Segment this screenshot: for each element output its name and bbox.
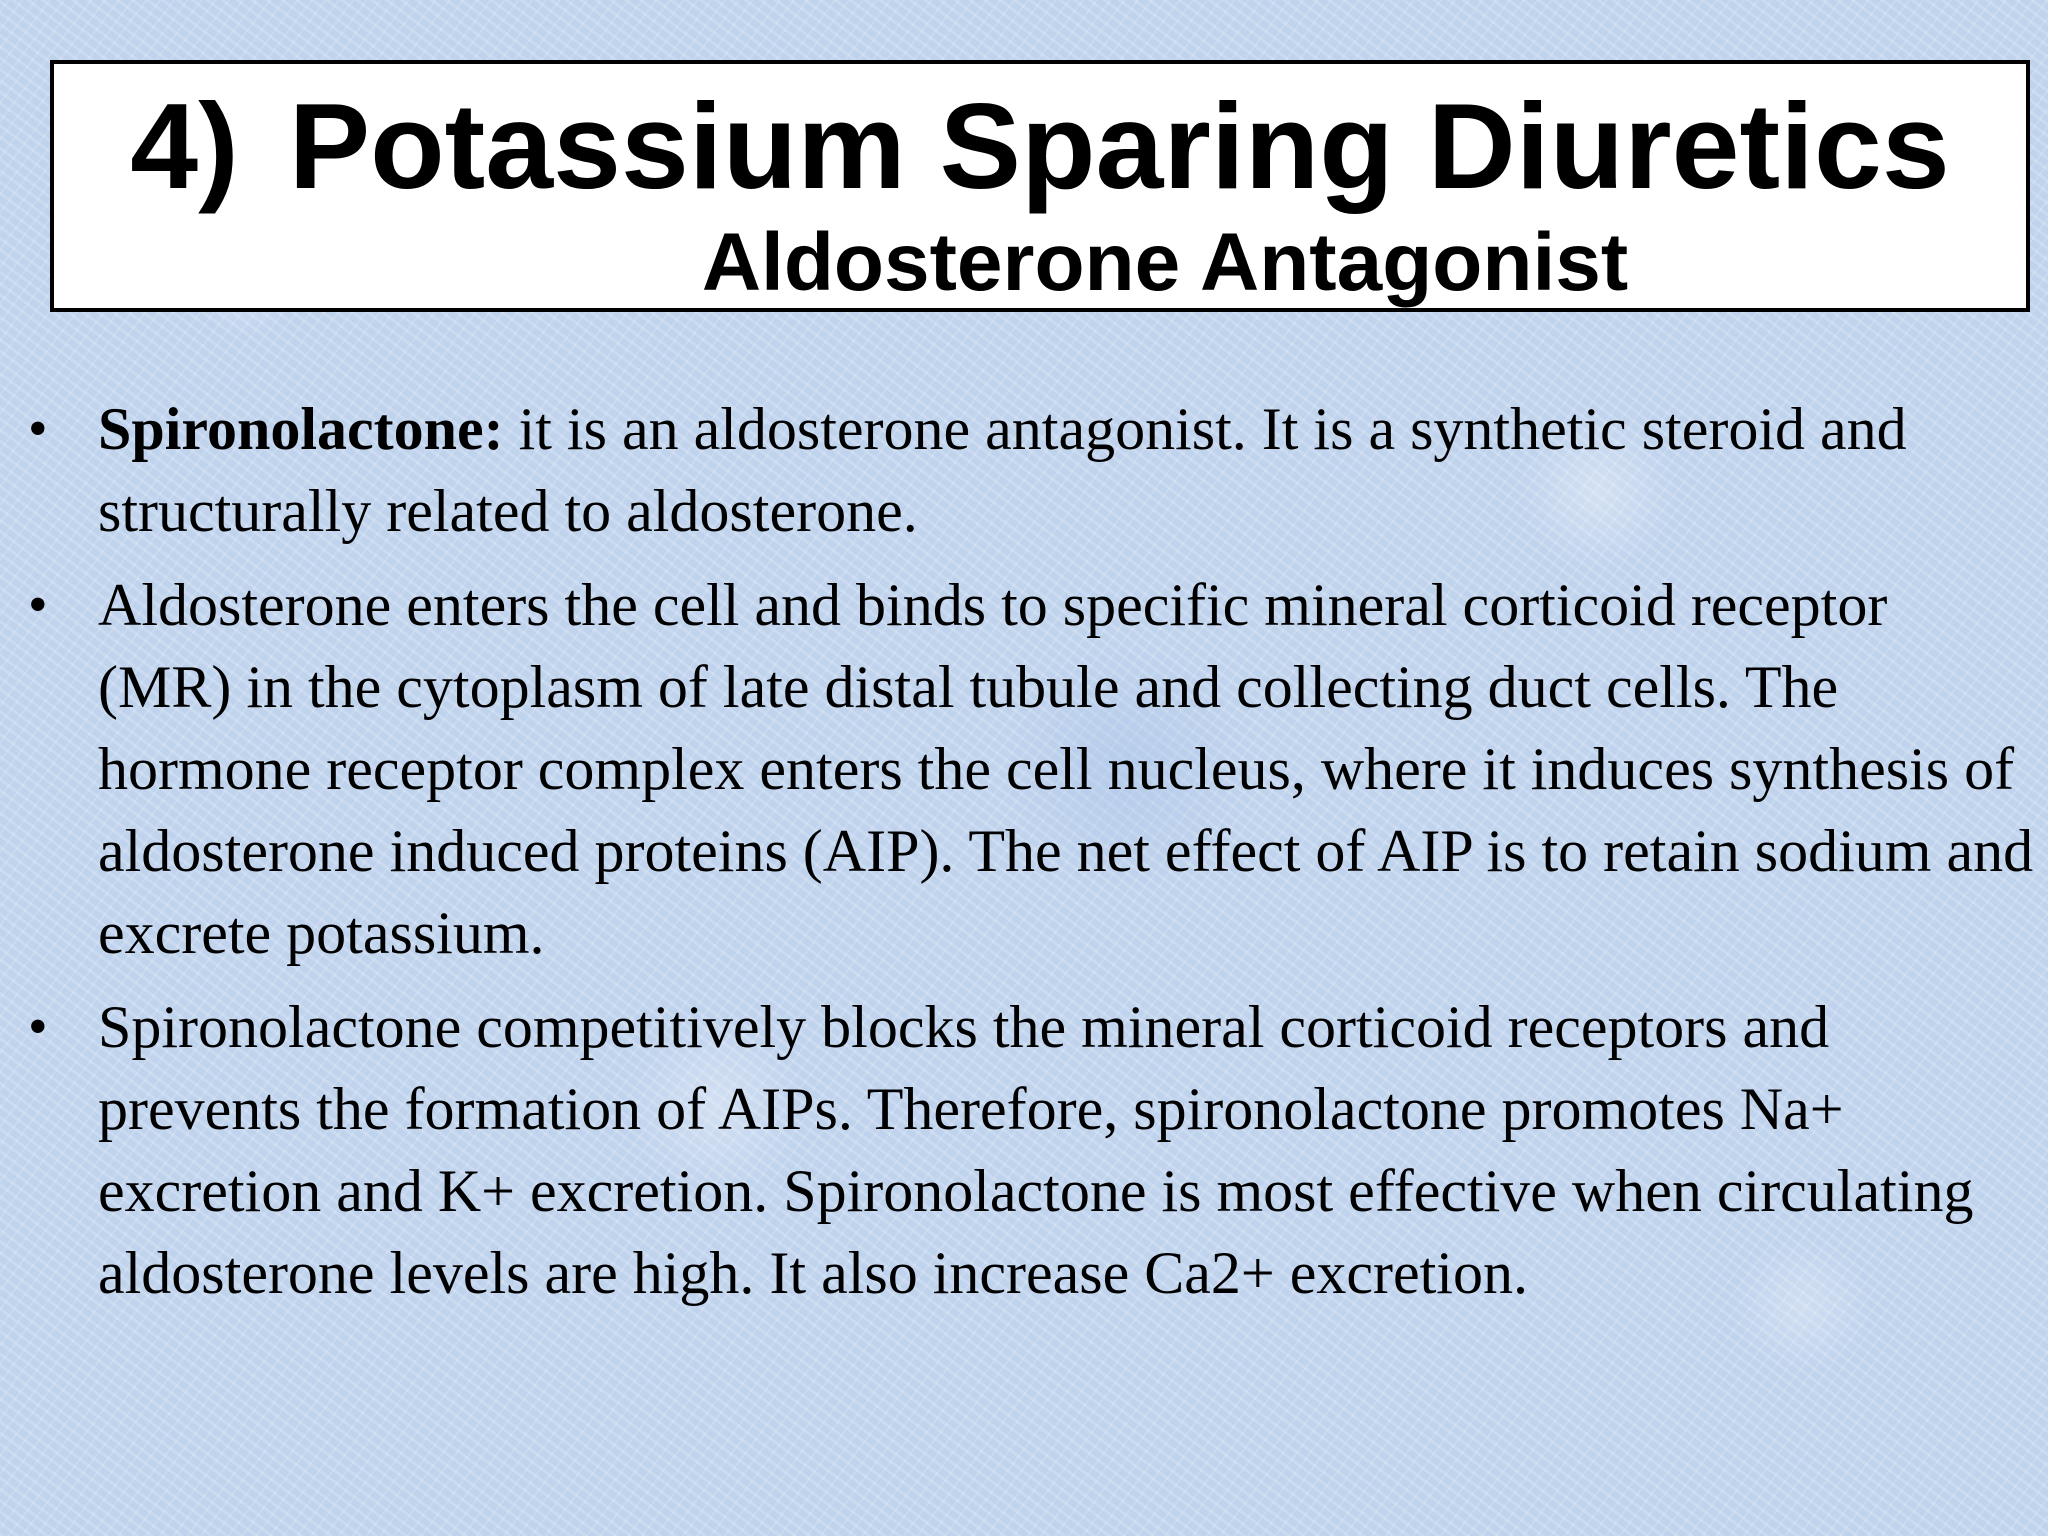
title-number: 4) [130, 78, 239, 214]
bullet-icon: • [28, 574, 48, 636]
title-text: Potassium Sparing Diuretics [288, 78, 1950, 214]
bullet-list [24, 388, 2034, 1326]
bullet-bold-lead: Spironolactone: [98, 396, 504, 462]
bullet-text: Aldosterone enters the cell and binds to specific mineral corticoid receptor (MR) in the cytoplasm of late distal tubule and collecting duct cells. The hormone receptor complex enters the cell nucleus, where it induces synthesis of aldosterone induced proteins (AIP). The net effect of AIP is to retain sodium and excrete potassium. [98, 572, 2034, 966]
bullet-item [24, 986, 2034, 1314]
title-box [50, 60, 2030, 312]
bullet-icon: • [28, 996, 48, 1058]
bullet-text: Spironolactone competitively blocks the mineral corticoid receptors and prevents the formation of AIPs. Therefore, spironolactone promotes Na+ excretion and K+ excretion. Spironolactone is most effective when circulating aldosterone levels are high. It also increase Ca2+ excretion. [98, 994, 1974, 1306]
bullet-item [24, 564, 2034, 974]
slide-subtitle: Aldosterone Antagonist [701, 217, 1629, 308]
slide-title [54, 76, 2026, 216]
bullet-text: it is an aldosterone antagonist. It is a synthetic steroid and structurally related to aldosterone. [98, 396, 1907, 544]
bullet-item [24, 388, 2034, 552]
bullet-icon: • [28, 398, 48, 460]
